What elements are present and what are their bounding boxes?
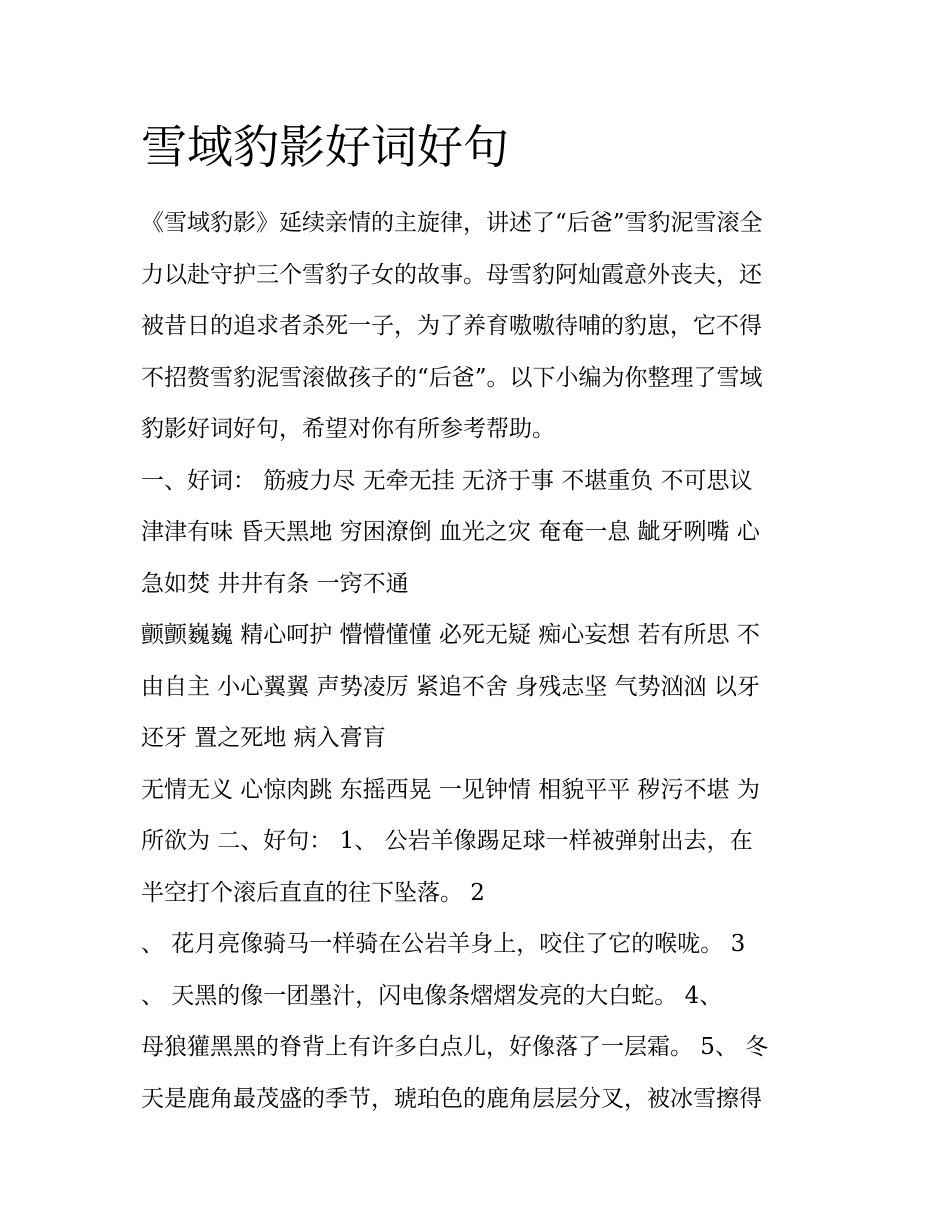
document-title: 雪域豹影好词好句 xyxy=(141,120,509,174)
body-line: 、 花月亮像骑马一样骑在公岩羊身上，咬住了它的喉咙。 3 xyxy=(141,931,746,957)
body-line: 急如焚 井井有条 一窍不通 xyxy=(141,570,409,597)
body-line: 《雪域豹影》延续亲情的主旋律，讲述了“后爸”雪豹泥雪滚全 xyxy=(141,210,763,236)
body-line: 无情无义 心惊肉跳 东摇西晃 一见钟情 相貌平平 秽污不堪 为 xyxy=(141,776,760,803)
body-line: 不招赘雪豹泥雪滚做孩子的“后爸”。以下小编为你整理了雪域 xyxy=(141,364,763,391)
body-line: 、 天黑的像一团墨汁，闪电像条熠熠发亮的大白蛇。 4、 xyxy=(141,982,723,1009)
body-line: 母狼獾黑黑的脊背上有许多白点儿，好像落了一层霜。 5、 冬 xyxy=(141,1034,769,1060)
body-line: 被昔日的追求者杀死一子，为了养育嗷嗷待哺的豹崽，它不得 xyxy=(141,313,762,339)
body-line: 所欲为 二、好句： 1、 公岩羊像踢足球一样被弹射出去，在 xyxy=(141,828,753,854)
body-line: 颤颤巍巍 精心呵护 懵懵懂懂 必死无疑 痴心妄想 若有所思 不 xyxy=(141,622,760,648)
body-line: 还牙 置之死地 病入膏肓 xyxy=(141,725,386,751)
body-line: 由自主 小心翼翼 声势凌厉 紧追不舍 身残志坚 气势汹汹 以牙 xyxy=(141,673,760,700)
body-line: 天是鹿角最茂盛的季节，琥珀色的鹿角层层分叉，被冰雪擦得 xyxy=(141,1085,762,1112)
body-line: 半空打个滚后直直的往下坠落。 2 xyxy=(141,879,485,906)
body-line: 津津有味 昏天黑地 穷困潦倒 血光之灾 奄奄一息 龇牙咧嘴 心 xyxy=(141,519,760,545)
body-line: 力以赴守护三个雪豹子女的故事。母雪豹阿灿霞意外丧夫，还 xyxy=(141,261,762,288)
body-line: 一、好词： 筋疲力尽 无牵无挂 无济于事 不堪重负 不可思议 xyxy=(141,467,753,494)
body-line: 豹影好词好句，希望对你有所参考帮助。 xyxy=(141,416,555,442)
document-body xyxy=(141,198,821,1125)
